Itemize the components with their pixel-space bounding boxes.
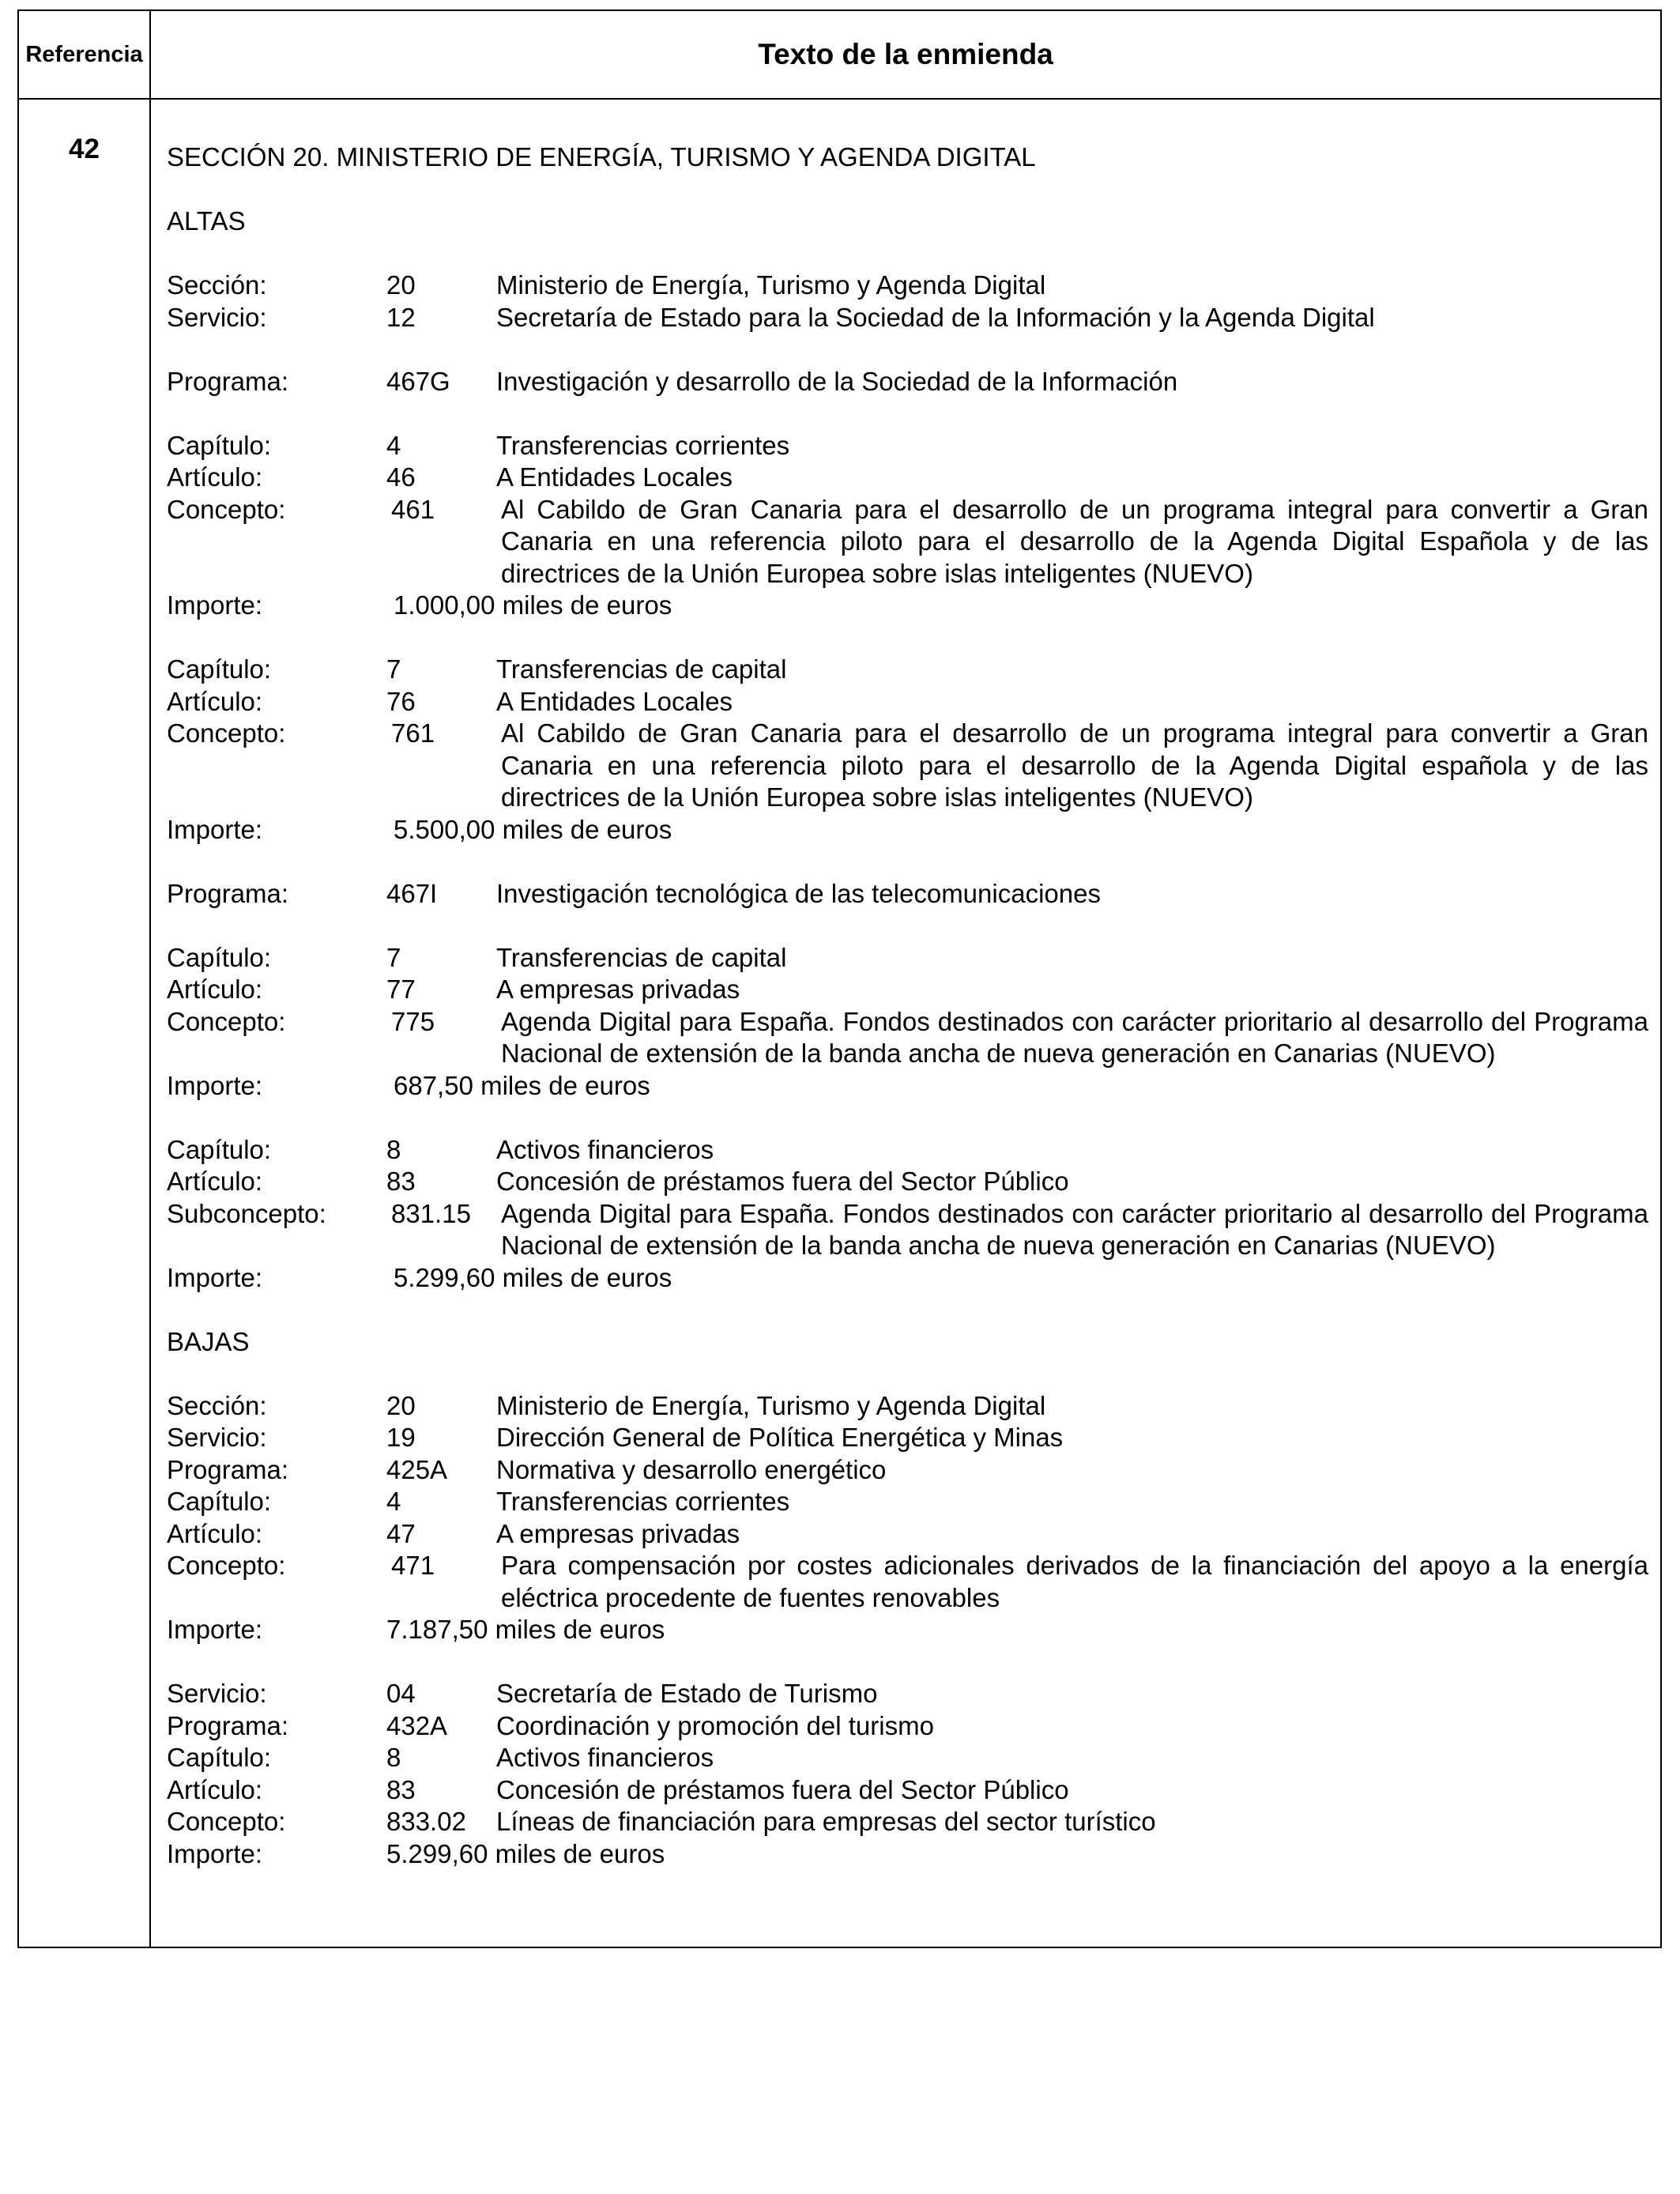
field-code: 467G xyxy=(386,366,450,396)
field-text: Transferencias corrientes xyxy=(496,1487,790,1516)
altas-b4-subconcepto-row xyxy=(167,1198,1648,1262)
altas-b2-articulo-row xyxy=(167,686,1648,718)
field-text: Investigación y desarrollo de la Sociedad de la Información xyxy=(496,366,1178,396)
field-code: 7 xyxy=(386,942,401,972)
field-label: Importe: xyxy=(167,814,263,844)
bajas-g2-importe-row xyxy=(167,1838,1648,1871)
altas-programa-467i-row xyxy=(167,878,1648,910)
field-text: Transferencias de capital xyxy=(496,942,787,972)
field-text: Transferencias de capital xyxy=(496,654,787,684)
field-text: Dirección General de Política Energética y Minas xyxy=(496,1423,1064,1452)
bajas-g1-seccion-row xyxy=(167,1390,1648,1423)
field-code: 8 xyxy=(386,1134,401,1164)
header-texto-enmienda: Texto de la enmienda xyxy=(758,38,1053,70)
bajas-g2-concepto-row xyxy=(167,1806,1648,1838)
bajas-g1-programa-row xyxy=(167,1454,1648,1487)
altas-programa-467g-row xyxy=(167,366,1648,398)
field-code: 04 xyxy=(386,1679,416,1708)
field-text: Ministerio de Energía, Turismo y Agenda Digital xyxy=(496,270,1046,300)
bajas-g2-articulo-row xyxy=(167,1774,1648,1807)
field-code: 19 xyxy=(386,1423,416,1452)
amendment-text xyxy=(167,141,1648,1870)
field-code: 7 xyxy=(386,654,401,684)
field-label: Artículo: xyxy=(167,1167,263,1196)
field-text: Activos financieros xyxy=(496,1134,714,1164)
field-label: Concepto: xyxy=(167,1551,286,1580)
field-text: Activos financieros xyxy=(496,1743,714,1772)
field-code: 83 xyxy=(386,1774,416,1804)
altas-b4-articulo-row xyxy=(167,1166,1648,1198)
altas-b2-capitulo-row xyxy=(167,654,1648,686)
altas-b1-articulo-row xyxy=(167,462,1648,494)
field-text: A empresas privadas xyxy=(496,974,740,1004)
reference-number: 42 xyxy=(69,134,100,164)
field-label: Sección: xyxy=(167,1390,267,1420)
field-label: Artículo: xyxy=(167,1518,263,1548)
column-divider xyxy=(149,11,151,1947)
field-code: 76 xyxy=(386,686,416,716)
field-label: Concepto: xyxy=(167,718,286,748)
field-text: Agenda Digital para España. Fondos destinados con carácter prioritario al desarrollo del Programa Nacional de extensión de la banda ancha de nueva generación en Canarias (NUEVO) xyxy=(501,1006,1648,1068)
field-code: 47 xyxy=(386,1518,416,1548)
field-text: Secretaría de Estado para la Sociedad de la Información y la Agenda Digital xyxy=(496,302,1375,332)
bajas-g1-servicio-row xyxy=(167,1422,1648,1454)
field-label: Importe: xyxy=(167,1070,263,1100)
field-code: 467I xyxy=(386,878,438,908)
field-code: 46 xyxy=(386,462,416,492)
field-code: 77 xyxy=(386,974,416,1004)
field-label: Sección: xyxy=(167,270,267,300)
altas-b1-capitulo-row xyxy=(167,430,1648,462)
field-label: Capítulo: xyxy=(167,1134,272,1164)
field-code: 761 xyxy=(391,718,435,748)
altas-b1-importe-row xyxy=(167,590,1648,622)
importe-value: 5.299,60 miles de euros xyxy=(394,1262,672,1292)
field-label: Concepto: xyxy=(167,1006,286,1036)
field-label: Programa: xyxy=(167,366,289,396)
importe-value: 5.500,00 miles de euros xyxy=(394,814,672,844)
field-label: Servicio: xyxy=(167,1423,267,1452)
field-label: Subconcepto: xyxy=(167,1198,326,1228)
altas-b3-importe-row xyxy=(167,1070,1648,1103)
field-label: Programa: xyxy=(167,878,289,908)
field-text: Secretaría de Estado de Turismo xyxy=(496,1679,878,1708)
importe-value: 687,50 miles de euros xyxy=(394,1070,650,1100)
field-text: Normativa y desarrollo energético xyxy=(496,1454,887,1484)
header-divider xyxy=(19,98,1660,100)
field-label: Importe: xyxy=(167,1615,263,1644)
altas-b3-articulo-row xyxy=(167,974,1648,1006)
field-label: Importe: xyxy=(167,1262,263,1292)
amendment-table xyxy=(17,9,1662,1948)
field-text: Ministerio de Energía, Turismo y Agenda Digital xyxy=(496,1390,1046,1420)
field-text: Al Cabildo de Gran Canaria para el desarrollo de un programa integral para convertir a Gran Canaria en una referencia piloto para el desarrollo de la Agenda Digital española y de las directrices de la Unión Europea sobre islas inteligentes (NUEVO) xyxy=(501,718,1648,812)
field-text: Líneas de financiación para empresas del sector turístico xyxy=(496,1807,1156,1836)
bajas-g2-servicio-row xyxy=(167,1678,1648,1710)
field-label: Artículo: xyxy=(167,974,263,1004)
altas-b2-importe-row xyxy=(167,814,1648,846)
field-label: Concepto: xyxy=(167,1807,286,1836)
field-label: Importe: xyxy=(167,1838,263,1868)
altas-b2-concepto-row xyxy=(167,718,1648,814)
field-label: Capítulo: xyxy=(167,942,272,972)
bajas-g1-articulo-row xyxy=(167,1518,1648,1551)
field-text: Al Cabildo de Gran Canaria para el desarrollo de un programa integral para convertir a Gran Canaria en una referencia piloto para el desarrollo de la Agenda Digital Española y de las directrices de la Unión Europea sobre islas inteligentes (NUEVO) xyxy=(501,494,1648,588)
field-label: Capítulo: xyxy=(167,1743,272,1772)
field-label: Capítulo: xyxy=(167,1487,272,1516)
field-code: 4 xyxy=(386,430,401,460)
altas-heading: ALTAS xyxy=(167,206,246,236)
altas-b4-importe-row xyxy=(167,1262,1648,1295)
importe-value: 1.000,00 miles de euros xyxy=(394,590,672,620)
bajas-g1-concepto-row xyxy=(167,1550,1648,1614)
importe-value: 5.299,60 miles de euros xyxy=(386,1838,665,1868)
field-code: 20 xyxy=(386,1390,416,1420)
field-label: Servicio: xyxy=(167,1679,267,1708)
field-label: Concepto: xyxy=(167,494,286,524)
field-label: Artículo: xyxy=(167,462,263,492)
bajas-g2-capitulo-row xyxy=(167,1742,1648,1774)
field-code: 461 xyxy=(391,494,435,524)
field-text: Investigación tecnológica de las telecomunicaciones xyxy=(496,878,1101,908)
field-code: 425A xyxy=(386,1454,448,1484)
field-text: A empresas privadas xyxy=(496,1518,740,1548)
field-label: Artículo: xyxy=(167,1774,263,1804)
field-label: Programa: xyxy=(167,1454,289,1484)
field-label: Servicio: xyxy=(167,302,267,332)
altas-seccion-row xyxy=(167,270,1648,302)
field-code: 471 xyxy=(391,1551,435,1580)
field-code: 4 xyxy=(386,1487,401,1516)
field-code: 833.02 xyxy=(386,1807,466,1836)
field-text: A Entidades Locales xyxy=(496,462,733,492)
altas-b1-concepto-row xyxy=(167,494,1648,590)
bajas-g1-importe-row xyxy=(167,1614,1648,1646)
field-text: Concesión de préstamos fuera del Sector Público xyxy=(496,1774,1069,1804)
field-code: 83 xyxy=(386,1167,416,1196)
field-text: Para compensación por costes adicionales derivados de la financiación del apoyo a la energía eléctrica procedente de fuentes renovables xyxy=(501,1551,1648,1612)
field-code: 8 xyxy=(386,1743,401,1772)
field-label: Artículo: xyxy=(167,686,263,716)
field-text: Coordinación y promoción del turismo xyxy=(496,1710,934,1740)
field-code: 831.15 xyxy=(391,1198,471,1228)
field-text: Agenda Digital para España. Fondos destinados con carácter prioritario al desarrollo del Programa Nacional de extensión de la banda ancha de nueva generación en Canarias (NUEVO) xyxy=(501,1198,1648,1260)
bajas-heading: BAJAS xyxy=(167,1326,250,1356)
altas-b4-capitulo-row xyxy=(167,1134,1648,1167)
altas-servicio-row xyxy=(167,302,1648,334)
field-label: Capítulo: xyxy=(167,430,272,460)
altas-b3-concepto-row xyxy=(167,1006,1648,1070)
field-code: 12 xyxy=(386,302,416,332)
section-title: SECCIÓN 20. MINISTERIO DE ENERGÍA, TURISMO Y AGENDA DIGITAL xyxy=(167,142,1036,172)
field-text: Transferencias corrientes xyxy=(496,430,790,460)
bajas-g2-programa-row xyxy=(167,1710,1648,1743)
field-text: Concesión de préstamos fuera del Sector Público xyxy=(496,1167,1069,1196)
bajas-g1-capitulo-row xyxy=(167,1486,1648,1518)
field-code: 775 xyxy=(391,1006,435,1036)
altas-b3-capitulo-row xyxy=(167,942,1648,974)
field-code: 20 xyxy=(386,270,416,300)
field-code: 432A xyxy=(386,1710,448,1740)
field-text: A Entidades Locales xyxy=(496,686,733,716)
field-label: Capítulo: xyxy=(167,654,272,684)
importe-value: 7.187,50 miles de euros xyxy=(386,1615,665,1644)
field-label: Importe: xyxy=(167,590,263,620)
header-referencia: Referencia xyxy=(25,41,143,67)
field-label: Programa: xyxy=(167,1710,289,1740)
